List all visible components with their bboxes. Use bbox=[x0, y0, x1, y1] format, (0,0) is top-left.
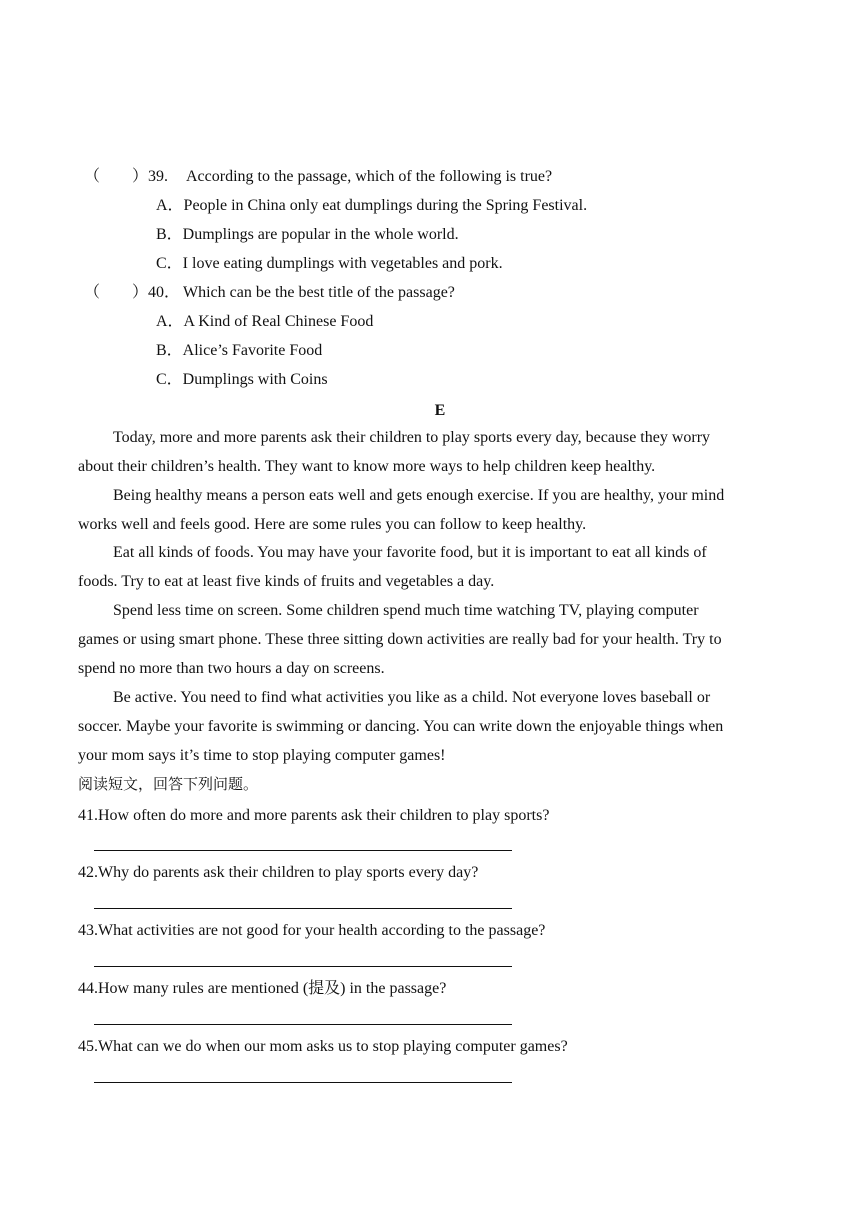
passage-line: games or using smart phone. These three sitting down activities are really bad for your health. Try to bbox=[78, 631, 722, 648]
passage-line: about their children’s health. They want to know more ways to help children keep healthy. bbox=[78, 458, 656, 475]
section-heading: E bbox=[434, 402, 446, 419]
answer-bracket[interactable]: （ ） bbox=[84, 168, 149, 185]
question-42: 42.Why do parents ask their children to play sports every day? bbox=[78, 864, 479, 881]
question-text: According to the passage, which of the following is true? bbox=[186, 168, 553, 185]
passage-line: soccer. Maybe your favorite is swimming or dancing. You can write down the enjoyable things when bbox=[78, 718, 724, 735]
option-a[interactable]: A．People in China only eat dumplings during the Spring Festival. bbox=[156, 197, 588, 214]
passage-line: Be active. You need to find what activities you like as a child. Not everyone loves baseball or bbox=[113, 689, 711, 706]
answer-blank-45[interactable] bbox=[94, 1082, 512, 1083]
question-44: 44.How many rules are mentioned (提及) in the passage? bbox=[78, 980, 447, 997]
option-c[interactable]: C．I love eating dumplings with vegetables and pork. bbox=[156, 255, 503, 272]
passage-line: Being healthy means a person eats well and gets enough exercise. If you are healthy, your mind bbox=[113, 487, 725, 504]
passage-line: spend no more than two hours a day on screens. bbox=[78, 660, 385, 677]
answer-blank-43[interactable] bbox=[94, 966, 512, 967]
option-c[interactable]: C．Dumplings with Coins bbox=[156, 371, 328, 388]
question-45: 45.What can we do when our mom asks us to stop playing computer games? bbox=[78, 1038, 568, 1055]
passage-line: Today, more and more parents ask their children to play sports every day, because they worry bbox=[113, 429, 711, 446]
instruction: 阅读短文，回答下列问题。 bbox=[78, 775, 259, 793]
question-number: 39. bbox=[148, 168, 168, 185]
answer-blank-42[interactable] bbox=[94, 908, 512, 909]
answer-blank-44[interactable] bbox=[94, 1024, 512, 1025]
answer-blank-41[interactable] bbox=[94, 850, 512, 851]
option-b[interactable]: B．Dumplings are popular in the whole world. bbox=[156, 226, 459, 243]
passage-line: your mom says it’s time to stop playing computer games! bbox=[78, 747, 446, 764]
passage-line: Spend less time on screen. Some children spend much time watching TV, playing computer bbox=[113, 602, 699, 619]
question-41: 41.How often do more and more parents ask their children to play sports? bbox=[78, 807, 550, 824]
option-a[interactable]: A．A Kind of Real Chinese Food bbox=[156, 313, 374, 330]
passage-line: foods. Try to eat at least five kinds of fruits and vegetables a day. bbox=[78, 573, 495, 590]
passage-line: Eat all kinds of foods. You may have your favorite food, but it is important to eat all kinds of bbox=[113, 544, 707, 561]
question-number: 40． bbox=[148, 284, 181, 301]
passage-line: works well and feels good. Here are some rules you can follow to keep healthy. bbox=[78, 516, 587, 533]
question-43: 43.What activities are not good for your health according to the passage? bbox=[78, 922, 546, 939]
answer-bracket[interactable]: （ ） bbox=[84, 284, 149, 301]
option-b[interactable]: B．Alice’s Favorite Food bbox=[156, 342, 323, 359]
question-text: Which can be the best title of the passage? bbox=[183, 284, 455, 301]
